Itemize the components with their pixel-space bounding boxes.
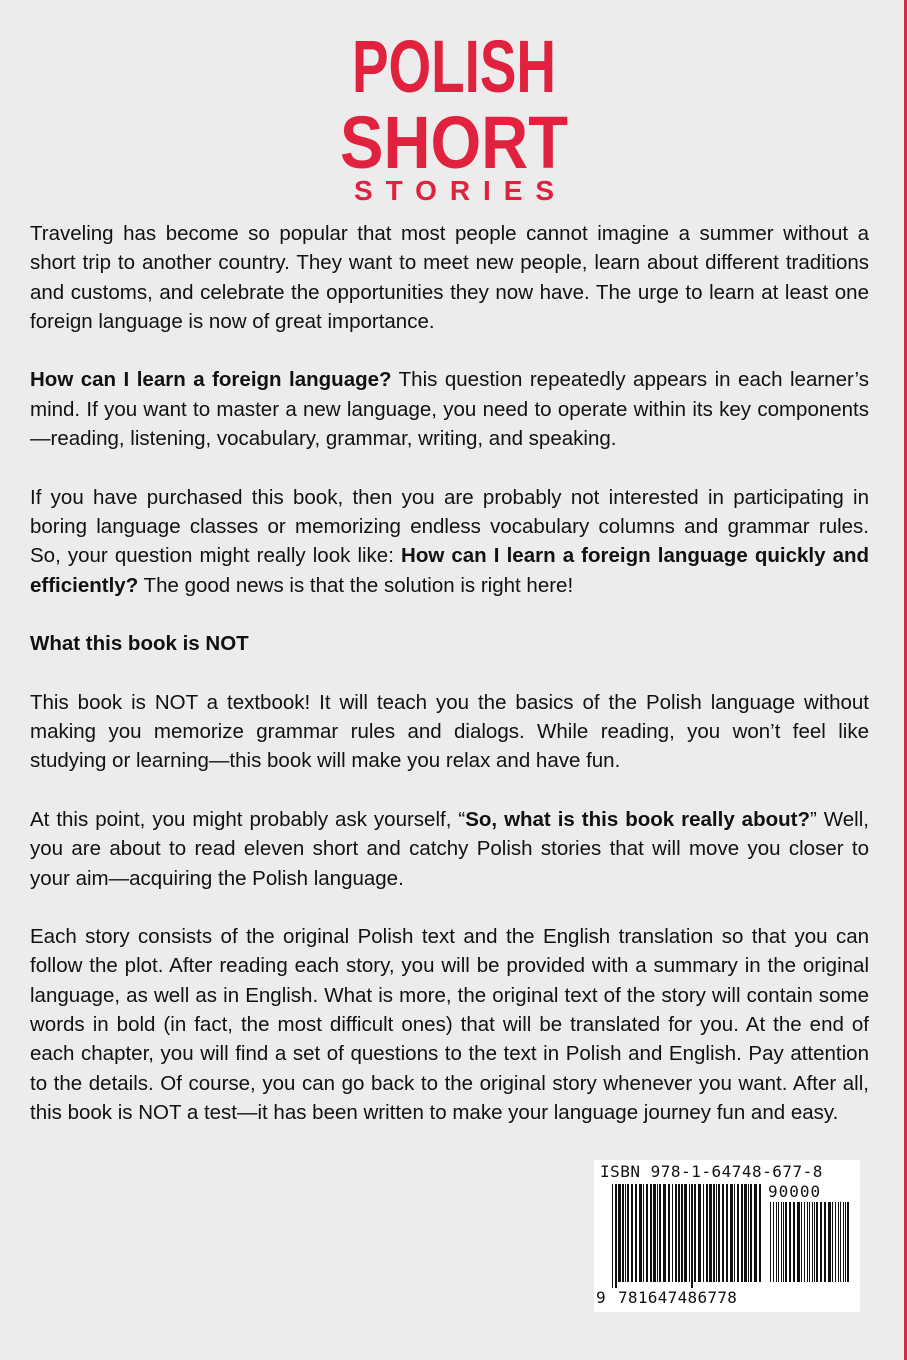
paragraph-about	[30, 805, 869, 893]
structure-text: Each story consists of the original Polish text and the English translation so that you can follow the plot. After reading each story, you will be provided with a summary in the original language, as well as in English. What is more, the original text of the story will contain some words in bold (in fact, the most difficult ones) that will be translated for you. At the end of each chapter, you will find a set of questions to the text in Polish and English. Pay attention to the details. Of course, you can go back to the original story whenever you want. After all, this book is NOT a test—it has been written to make your language journey fun and easy.	[30, 925, 869, 1124]
barcode-bar	[672, 1184, 673, 1282]
barcode-bar	[650, 1184, 652, 1282]
section-heading	[30, 629, 869, 658]
ean-first-digit: 9	[596, 1288, 606, 1307]
about-text-end: ” Well, you are about to read eleven short and catchy Polish stories that will move you closer to your aim—acquiring the Polish language.	[30, 807, 869, 890]
barcode-bar	[703, 1184, 704, 1282]
barcode-bar	[814, 1202, 815, 1282]
barcode-bar	[754, 1184, 757, 1282]
barcode-bar	[809, 1202, 810, 1282]
barcode-bar	[618, 1184, 621, 1282]
barcode-bar	[659, 1184, 661, 1282]
ean-bars	[612, 1184, 762, 1288]
barcode-bar	[668, 1184, 670, 1282]
barcode-bar	[801, 1202, 802, 1282]
about-bold: So, what is this book really about?	[465, 807, 810, 831]
barcode-bar	[816, 1202, 818, 1282]
price-code: 90000	[768, 1182, 822, 1201]
not-textbook-text: This book is NOT a textbook! It will teach you the basics of the Polish language without making you memorize grammar rules and dialogs. While reading, you won’t feel like studying or learning—this book will make you relax and have fun.	[30, 690, 869, 773]
barcode-bar	[744, 1184, 747, 1282]
barcode-bar	[783, 1202, 784, 1282]
title-logo	[0, 25, 907, 206]
barcode-bar	[639, 1184, 642, 1282]
barcode-bar	[789, 1202, 791, 1282]
barcode-bar	[832, 1202, 833, 1282]
barcode-bar	[675, 1184, 677, 1282]
barcode-bar	[748, 1184, 749, 1282]
paragraph-purchase	[30, 483, 869, 600]
barcode-bar	[681, 1184, 683, 1282]
barcode-bar	[643, 1184, 644, 1282]
barcode-bar	[635, 1184, 637, 1282]
barcode-bar	[793, 1202, 795, 1282]
paragraph-intro	[30, 219, 869, 336]
intro-text: Traveling has become so popular that most people cannot imagine a summer without a short trip to another country. They want to meet new people, learn about different traditions and customs, and celebrate the opportunities they now have. The urge to learn at least one foreign language is now of great importance.	[30, 222, 869, 333]
barcode-bar	[726, 1184, 728, 1282]
paragraph-question	[30, 365, 869, 453]
barcode-bar	[843, 1202, 844, 1282]
barcode-bar	[722, 1184, 724, 1282]
barcode-bar	[691, 1184, 693, 1288]
purchase-bold: How can I learn a foreign language quickly and efficiently?	[30, 544, 870, 597]
barcode-bar	[663, 1184, 666, 1282]
barcode-bar	[625, 1184, 626, 1282]
barcode-bar	[807, 1202, 808, 1282]
barcode-bar	[730, 1184, 733, 1282]
barcode-bar	[615, 1184, 617, 1288]
addon-bars	[770, 1202, 852, 1288]
barcode-bar	[759, 1184, 761, 1282]
barcode-bar	[770, 1202, 771, 1282]
barcode-bar	[713, 1184, 715, 1282]
barcode-bar	[838, 1202, 839, 1282]
barcode-bar	[709, 1184, 712, 1282]
purchase-text-end: The good news is that the solution is right here!	[138, 573, 574, 597]
barcode-bar	[612, 1184, 613, 1288]
about-text-start: At this point, you might probably ask yourself, “	[30, 807, 466, 831]
barcode-bar	[824, 1202, 826, 1282]
barcode-bar	[653, 1184, 656, 1282]
barcode-bar	[737, 1184, 739, 1282]
barcode-bar	[627, 1184, 629, 1282]
logo-stories: STORIES	[353, 175, 554, 206]
barcode-bar	[781, 1202, 782, 1282]
barcode-bar	[835, 1202, 836, 1282]
ean-remaining-digits: 781647486778	[618, 1288, 738, 1307]
barcode-bar	[820, 1202, 822, 1282]
barcode-bar	[694, 1184, 696, 1282]
barcode-bar	[698, 1184, 701, 1282]
question-text: This question repeatedly appears in each learner’s mind. If you want to master a new language, you need to operate within its key components—reading, listening, vocabulary, grammar, writing, and speaking.	[30, 368, 869, 451]
barcode-bar	[706, 1184, 708, 1282]
barcode-bar	[797, 1202, 800, 1282]
back-cover-blurb	[30, 219, 869, 1157]
barcode-bar	[646, 1184, 648, 1282]
barcode-bar	[778, 1202, 779, 1282]
barcode-bar	[741, 1184, 743, 1282]
question-bold: How can I learn a foreign language?	[30, 368, 392, 392]
heading-not: What this book is NOT	[30, 632, 249, 656]
barcode-bar	[689, 1184, 690, 1282]
paragraph-structure	[30, 922, 869, 1127]
barcode-bar	[812, 1202, 813, 1282]
barcode-bar	[845, 1202, 846, 1282]
barcode-bar	[785, 1202, 787, 1282]
paragraph-not-textbook	[30, 688, 869, 776]
barcode-bar	[776, 1202, 777, 1282]
barcode-bar	[716, 1184, 717, 1282]
barcode-bar	[734, 1184, 735, 1282]
barcode-bar	[622, 1184, 624, 1282]
logo-polish: POLISH	[351, 25, 556, 108]
barcode-bar	[840, 1202, 841, 1282]
barcode-bar	[631, 1184, 633, 1282]
purchase-text-start: If you have purchased this book, then you are probably not interested in participating in boring language classes or memorizing endless vocabulary columns and grammar rules. So, your question might really look like:	[30, 485, 869, 568]
barcode-bar	[657, 1184, 658, 1282]
logo-short: SHORT	[339, 101, 568, 184]
barcode-bar	[804, 1202, 805, 1282]
isbn-barcode	[594, 1160, 860, 1312]
barcode-bar	[847, 1202, 849, 1282]
isbn-label: ISBN 978-1-64748-677-8	[600, 1162, 823, 1181]
barcode-bar	[773, 1202, 774, 1282]
barcode-bar	[750, 1184, 752, 1282]
barcode-bar	[678, 1184, 680, 1282]
barcode-bar	[684, 1184, 687, 1282]
barcode-bar	[828, 1202, 831, 1282]
barcode-bar	[718, 1184, 720, 1282]
